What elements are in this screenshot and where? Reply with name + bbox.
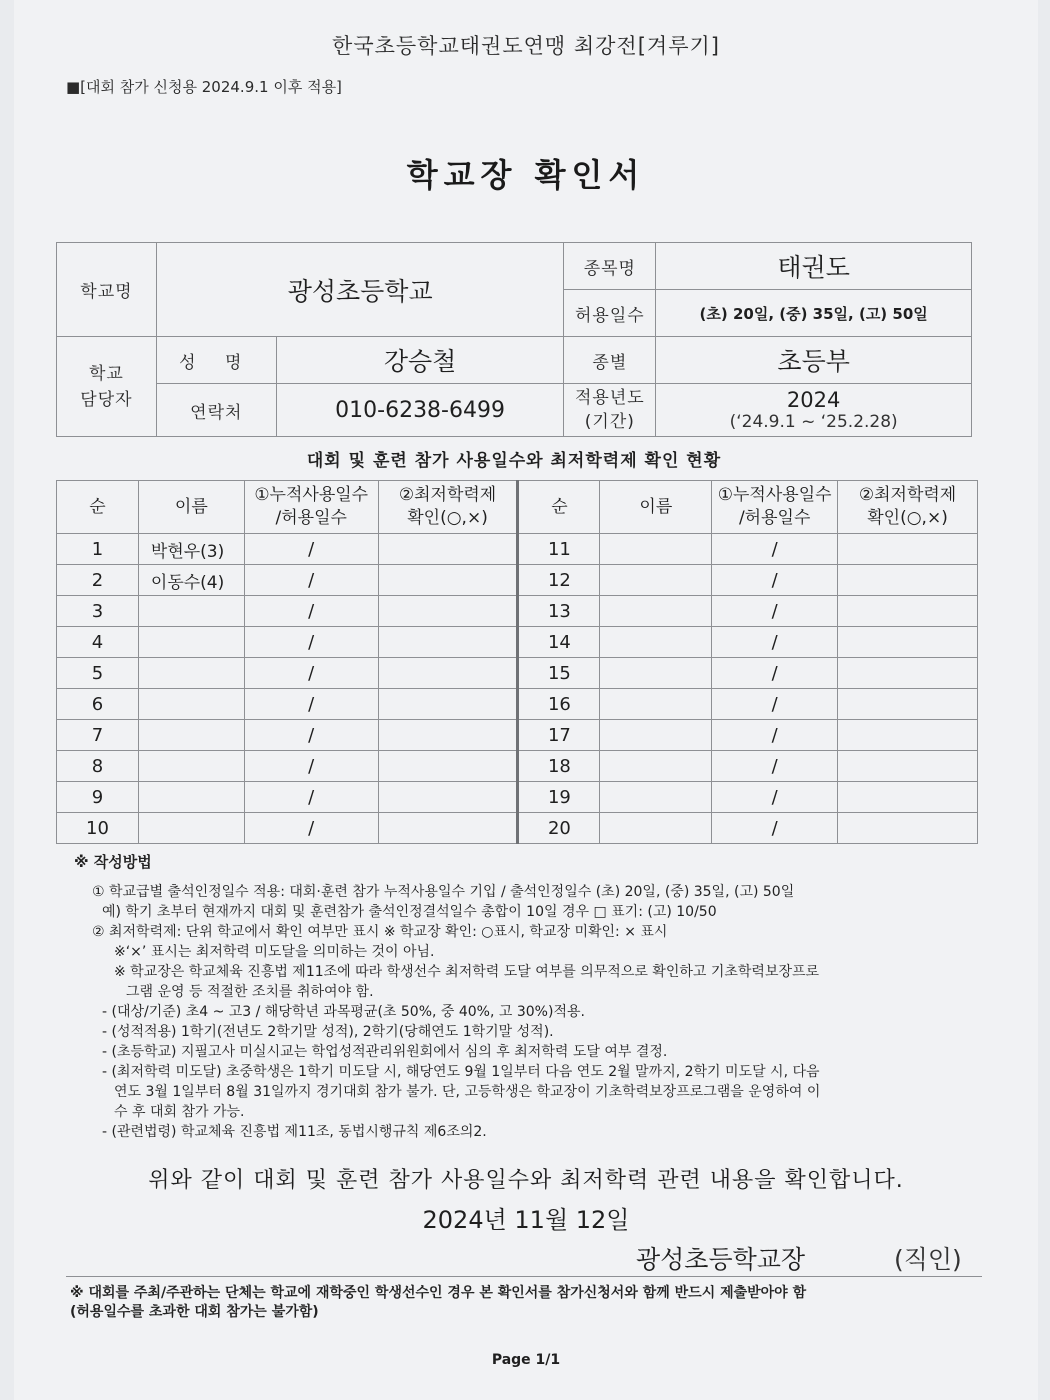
row-number: 2	[57, 565, 139, 596]
row-number: 16	[518, 689, 600, 720]
row-number: 19	[518, 782, 600, 813]
row-number: 10	[57, 813, 139, 844]
confirmation-date: 2024년 11월 12일	[422, 1206, 630, 1234]
manager-name-label: 성 명	[156, 337, 276, 384]
instruction-line: 예) 학기 초부터 현재까지 대회 및 훈련참가 출석인정결석일수 총합이 10일 경우 □ 표기: (고) 10/50	[102, 904, 717, 920]
event-label: 종목명	[564, 243, 656, 290]
instruction-line: - (성적적용) 1학기(전년도 2학기말 성적), 2학기(당해연도 1학기말 성적).	[102, 1024, 554, 1040]
minimum-academic-check-cell	[838, 658, 978, 689]
page-number: Page 1/1	[491, 1352, 561, 1368]
minimum-academic-check-cell	[838, 534, 978, 565]
instruction-line: 그램 운영 등 적절한 조치를 취하여야 함.	[126, 984, 374, 1000]
days-used-cell: /	[712, 627, 838, 658]
participant-name	[138, 720, 244, 751]
table-row	[57, 813, 978, 844]
table-row	[57, 534, 978, 565]
applied-period: (‘24.9.1 ~ ‘25.2.28)	[729, 412, 898, 432]
minimum-academic-check-cell	[838, 782, 978, 813]
instruction-line: ② 최저학력제: 단위 학교에서 확인 여부만 표시 ※ 학교장 확인: ○표시, 학교장 미확인: × 표시	[92, 924, 668, 940]
event-value: 태권도	[656, 243, 972, 290]
row-number: 18	[518, 751, 600, 782]
applied-year-label: 적용년도 (기간)	[564, 384, 656, 437]
school-manager-label: 학교 담당자	[57, 337, 157, 437]
status-section-title: 대회 및 훈련 참가 사용일수와 최저학력제 확인 현황	[306, 451, 722, 471]
minimum-academic-check-cell	[838, 565, 978, 596]
instruction-line: 연도 3월 1일부터 8월 31일까지 경기대회 참가 불가. 단, 고등학생은 학교장이 기초학력보장프로그램을 운영하여 이	[114, 1084, 821, 1100]
allowed-days-label: 허용일수	[564, 290, 656, 337]
contact-label: 연락처	[156, 384, 276, 437]
col-header-check: ②최저학력제 확인(○,×)	[378, 481, 518, 534]
participant-name	[138, 813, 244, 844]
days-used-cell: /	[244, 720, 378, 751]
table-row	[57, 627, 978, 658]
row-number: 20	[518, 813, 600, 844]
row-number: 9	[57, 782, 139, 813]
participant-name	[600, 813, 712, 844]
days-used-cell: /	[712, 565, 838, 596]
col-header-no-2: 순	[518, 481, 600, 534]
confirmation-statement: 위와 같이 대회 및 훈련 참가 사용일수와 최저학력 관련 내용을 확인합니다.	[148, 1168, 904, 1193]
footer-divider	[66, 1276, 982, 1277]
col-header-name-2: 이름	[600, 481, 712, 534]
principal-signature: 광성초등학교장	[636, 1245, 806, 1274]
participant-name	[600, 782, 712, 813]
col-header-check-2: ②최저학력제 확인(○,×)	[838, 481, 978, 534]
table-row	[57, 658, 978, 689]
days-used-cell: /	[712, 596, 838, 627]
participant-name	[600, 658, 712, 689]
instruction-line: ① 학교급별 출석인정일수 적용: 대회·훈련 참가 누적사용일수 기입 / 출석인정일수 (초) 20일, (중) 35일, (고) 50일	[92, 884, 795, 900]
table-row	[57, 565, 978, 596]
days-used-cell: /	[244, 596, 378, 627]
school-name-label: 학교명	[57, 243, 157, 337]
instructions-heading: ※ 작성방법	[74, 853, 152, 871]
days-used-cell: /	[712, 813, 838, 844]
minimum-academic-check-cell	[378, 720, 518, 751]
division-value: 초등부	[656, 337, 972, 384]
minimum-academic-check-cell	[378, 658, 518, 689]
days-used-cell: /	[712, 720, 838, 751]
days-used-cell: /	[712, 751, 838, 782]
minimum-academic-check-cell	[378, 534, 518, 565]
row-number: 4	[57, 627, 139, 658]
row-number: 5	[57, 658, 139, 689]
minimum-academic-check-cell	[378, 782, 518, 813]
application-notice: ■[대회 참가 신청용 2024.9.1 이후 적용]	[66, 78, 342, 96]
instruction-line: - (대상/기준) 초4 ~ 고3 / 해당학년 과목평균(초 50%, 중 40%, 고 30%)적용.	[102, 1004, 585, 1020]
minimum-academic-check-cell	[378, 565, 518, 596]
table-row	[57, 782, 978, 813]
row-number: 14	[518, 627, 600, 658]
minimum-academic-check-cell	[838, 627, 978, 658]
division-label: 종별	[564, 337, 656, 384]
writing-instructions	[74, 852, 974, 1142]
participant-name	[138, 689, 244, 720]
participant-name	[138, 627, 244, 658]
minimum-academic-check-cell	[378, 596, 518, 627]
organization-title: 한국초등학교태권도연맹 최강전[겨루기]	[332, 34, 720, 58]
instruction-line: - (관련법령) 학교체육 진흥법 제11조, 동법시행규칙 제6조의2.	[102, 1124, 487, 1140]
table-row	[57, 596, 978, 627]
days-used-cell: /	[244, 782, 378, 813]
participant-name	[600, 534, 712, 565]
days-used-cell: /	[244, 658, 378, 689]
minimum-academic-check-cell	[838, 813, 978, 844]
row-number: 1	[57, 534, 139, 565]
document-title: 학교장 확인서	[406, 156, 646, 194]
col-header-no: 순	[57, 481, 139, 534]
row-number: 3	[57, 596, 139, 627]
contact-value: 010-6238-6499	[276, 384, 564, 437]
row-number: 11	[518, 534, 600, 565]
minimum-academic-check-cell	[838, 751, 978, 782]
submission-footnote: ※ 대회를 주최/주관하는 단체는 학교에 재학중인 학생선수인 경우 본 확인서를 참가신청서와 함께 반드시 제출받아야 함 (허용일수를 초과한 대회 참가는 불가함)	[70, 1285, 807, 1320]
instruction-line: 수 후 대회 참가 가능.	[114, 1104, 245, 1120]
row-number: 12	[518, 565, 600, 596]
official-seal-mark: (직인)	[894, 1245, 962, 1274]
participant-roster-table	[56, 480, 978, 844]
row-number: 8	[57, 751, 139, 782]
instruction-lines	[74, 882, 974, 1142]
participant-name	[138, 596, 244, 627]
minimum-academic-check-cell	[378, 627, 518, 658]
participant-name	[600, 751, 712, 782]
days-used-cell: /	[712, 782, 838, 813]
row-number: 15	[518, 658, 600, 689]
participant-name	[138, 658, 244, 689]
minimum-academic-check-cell	[838, 689, 978, 720]
days-used-cell: /	[244, 813, 378, 844]
participant-name	[600, 720, 712, 751]
roster-body	[57, 534, 978, 844]
col-header-name: 이름	[138, 481, 244, 534]
minimum-academic-check-cell	[378, 813, 518, 844]
col-header-days-2: ①누적사용일수 /허용일수	[712, 481, 838, 534]
days-used-cell: /	[244, 689, 378, 720]
days-used-cell: /	[712, 658, 838, 689]
days-used-cell: /	[712, 689, 838, 720]
participant-name	[138, 782, 244, 813]
days-used-cell: /	[712, 534, 838, 565]
applied-year-value: 2024	[786, 388, 841, 412]
participant-name: 이동수(4)	[138, 565, 244, 596]
roster-header-row	[57, 481, 978, 534]
instruction-line: ※‘×’ 표시는 최저학력 미도달을 의미하는 것이 아님.	[114, 944, 435, 960]
document-page	[14, 0, 1038, 1400]
participant-name	[600, 689, 712, 720]
days-used-cell: /	[244, 534, 378, 565]
days-used-cell: /	[244, 751, 378, 782]
row-number: 17	[518, 720, 600, 751]
allowed-days-value: (초) 20일, (중) 35일, (고) 50일	[656, 290, 972, 337]
days-used-cell: /	[244, 627, 378, 658]
instruction-line: - (초등학교) 지필고사 미실시교는 학업성적관리위원회에서 심의 후 최저학력 도달 여부 결정.	[102, 1044, 668, 1060]
instruction-line: ※ 학교장은 학교체육 진흥법 제11조에 따라 학생선수 최저학력 도달 여부를 의무적으로 확인하고 기초학력보장프로	[114, 964, 820, 980]
participant-name	[138, 751, 244, 782]
table-row	[57, 689, 978, 720]
school-name-value: 광성초등학교	[156, 243, 564, 337]
participant-name: 박현우(3)	[138, 534, 244, 565]
minimum-academic-check-cell	[378, 751, 518, 782]
participant-name	[600, 596, 712, 627]
row-number: 6	[57, 689, 139, 720]
table-row	[57, 751, 978, 782]
manager-name-value: 강승철	[276, 337, 564, 384]
row-number: 7	[57, 720, 139, 751]
minimum-academic-check-cell	[838, 720, 978, 751]
participant-name	[600, 627, 712, 658]
days-used-cell: /	[244, 565, 378, 596]
instruction-line: - (최저학력 미도달) 초중학생은 1학기 미도달 시, 해당연도 9월 1일부터 다음 연도 2월 말까지, 2학기 미도달 시, 다음	[102, 1064, 820, 1080]
applied-year-cell	[656, 384, 972, 437]
table-row	[57, 720, 978, 751]
minimum-academic-check-cell	[838, 596, 978, 627]
minimum-academic-check-cell	[378, 689, 518, 720]
row-number: 13	[518, 596, 600, 627]
participant-name	[600, 565, 712, 596]
school-info-table	[56, 242, 972, 437]
col-header-days: ①누적사용일수 /허용일수	[244, 481, 378, 534]
